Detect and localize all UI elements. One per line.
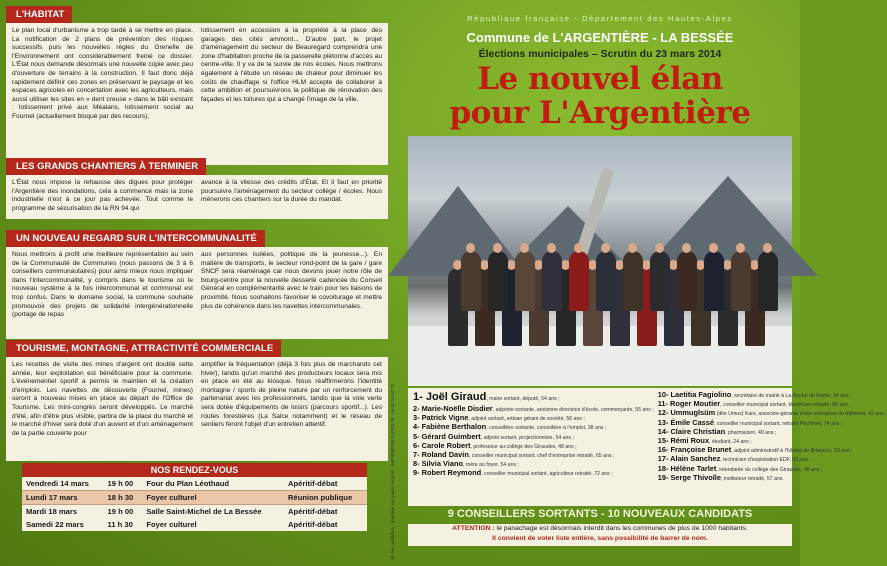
rdv-time: 19 h 00 bbox=[107, 479, 134, 488]
candidate-desc: , professeur au collège des Giraudes, 48 ans ; bbox=[470, 443, 577, 450]
candidate-name: 18- Hélène Tarlet bbox=[657, 463, 717, 473]
section-title: LES GRANDS CHANTIERS À TERMINER bbox=[6, 158, 206, 175]
group-photo bbox=[408, 136, 792, 386]
person-head bbox=[628, 243, 637, 253]
candidate-column-right bbox=[658, 391, 887, 503]
table-row bbox=[22, 505, 367, 519]
candidate-desc: , conseiller municipal sortant, retraité Péchiney, 74 ans ; bbox=[714, 420, 843, 427]
rdv-type: Apéritif-débat bbox=[288, 479, 338, 488]
title-line2: pour L'Argentière bbox=[449, 95, 751, 131]
person-figure bbox=[731, 251, 751, 311]
candidate-item bbox=[413, 391, 654, 405]
person-head bbox=[736, 243, 745, 253]
rdv-place: Foyer culturel bbox=[146, 520, 197, 529]
candidate-desc: , maire sortant, député, 54 ans ; bbox=[486, 396, 560, 402]
section-text-col2: amplifier la fréquentation (déjà 3 fois plus de marchands cet hiver), tandis qu'un marché des producteurs locaux sera mis en place en été au kiosque. Nous réaffirmerons l'identité montagne / sports de pleine nature par un renforcement du partenariat avec les professionnels, tandis que la voie verte sera dotée d'équipements de loisirs (parcours sportif...). Les routes forestières (La Salce notamment) et le réseau de sentiers feront l'objet d'un entretien attentif. bbox=[201, 361, 382, 429]
candidate-name: 19- Serge Thivolle bbox=[657, 472, 721, 482]
person-head bbox=[655, 243, 664, 253]
person-head bbox=[547, 243, 556, 253]
candidate-desc: , étudiant, 24 ans ; bbox=[709, 439, 752, 446]
print-note: Vu les candidats - Imprimé sur papier recyclé - IMPRIMERIE ALPES 05 - 04 92 53 62 73 bbox=[390, 383, 395, 560]
person-figure bbox=[623, 251, 643, 311]
rendez-vous-title: NOS RENDEZ-VOUS bbox=[22, 463, 367, 477]
candidate-name: 3- Patrick Vigne bbox=[413, 413, 469, 423]
person-head bbox=[493, 243, 502, 253]
rdv-type: Apéritif-débat bbox=[288, 507, 338, 516]
section-text-col2: avance à la vitesse des crédits d'État. Et il faut en priorité poursuivre l'aménagement du secteur collège / écoles. Nous ménerons ces chantiers sur la durée du mandat. bbox=[201, 179, 382, 204]
candidate-name: 10- Laetitia Fagiolino bbox=[657, 390, 732, 399]
candidate-desc: , mère au foyer, 54 ans ; bbox=[462, 462, 519, 469]
attention-box bbox=[408, 524, 792, 546]
rdv-date: Mardi 18 mars bbox=[26, 507, 78, 516]
candidate-desc: , pharmacien, 49 ans ; bbox=[725, 429, 777, 436]
rdv-place: Salle Saint-Michel de La Bessée bbox=[146, 507, 262, 516]
person-head bbox=[709, 243, 718, 253]
rdv-type: Réunion publique bbox=[284, 491, 367, 505]
candidate-name: 11- Roger Moutier bbox=[657, 399, 721, 409]
attention-text1: le panachage est désormais interdit dans les communes de plus de 1000 habitants. bbox=[496, 525, 748, 532]
rendez-vous-table bbox=[22, 477, 367, 531]
candidate-desc: (dite Umus) Kars, associée-gérante d'une entreprise du bâtiment, 42 ans ; bbox=[715, 411, 887, 418]
section-body bbox=[6, 357, 388, 461]
table-row bbox=[22, 477, 367, 491]
section-text-col1: Nous mettrons à profit une meilleure représentation au sein de la Communauté de Communes (nous passons de 3 à 6 conseillers communautaires) pour ainsi mieux nous impliquer dans l'intercommunalité, y compris dans le tourisme où le nouveau système à la fois intercommunal et communal est trop confus. Dans le domaine social, la commune souhaite promouvoir des projets de solidarité intergénérationnelle (portage de repas bbox=[12, 251, 193, 319]
candidate-desc: , conseiller municipal sortant, agriculteur retraité, 72 ans ; bbox=[481, 471, 613, 478]
section-title: TOURISME, MONTAGNE, ATTRACTIVITÉ COMMERCIALE bbox=[6, 340, 281, 357]
candidate-name: 17- Alain Sanchez bbox=[657, 454, 721, 464]
candidate-name: 13- Émile Cassé bbox=[657, 417, 715, 427]
candidate-name: 5- Gérard Guimbert bbox=[413, 431, 481, 441]
person-figure bbox=[677, 251, 697, 311]
candidate-name: 2- Marie-Noëlle Disdier bbox=[413, 404, 493, 413]
candidate-name: 16- Françoise Brunet bbox=[657, 445, 732, 455]
candidate-desc: , instituteur retraité, 57 ans. bbox=[720, 475, 784, 482]
sortants-banner: 9 CONSEILLERS SORTANTS - 10 NOUVEAUX CANDIDATS bbox=[447, 508, 753, 520]
attention-text2: Il convient de voter liste entière, sans possibilité de barrer de nom. bbox=[492, 535, 708, 542]
candidate-desc: , adjointe sortante, ancienne directrice d'école, commerçante, 55 ans ; bbox=[492, 407, 654, 413]
section-body bbox=[6, 247, 388, 339]
candidate-desc: , secrétaire de mairie à La Roche de Rame, 34 ans ; bbox=[731, 393, 852, 399]
table-row bbox=[22, 518, 367, 531]
commune-title: Commune de L'ARGENTIÈRE - LA BESSÉE bbox=[466, 30, 734, 45]
section-title: UN NOUVEAU REGARD SUR L'INTERCOMMUNALITÉ bbox=[6, 230, 265, 247]
person-head bbox=[574, 243, 583, 253]
section-text-col1: L'État nous impose la rehausse des digues pour protéger l'Argentière des inondations, cela a commencé mais la zone industrielle n'est à ce jour pas achevée. Tout comme le programme de sécurisation de la RN 94 qui bbox=[12, 179, 193, 212]
republique-line: République française - Département des Hautes-Alpes bbox=[467, 14, 733, 23]
rdv-place: Four du Plan Léothaud bbox=[146, 479, 230, 488]
person-figure bbox=[569, 251, 589, 311]
rendez-vous-box bbox=[22, 463, 367, 531]
candidate-desc: , adjoint sortant, projectionniste, 54 ans ; bbox=[480, 434, 574, 441]
page-title bbox=[404, 62, 796, 130]
table-row bbox=[22, 491, 367, 505]
candidate-desc: , intendante du collège des Giraudes, 48 ans ; bbox=[716, 466, 823, 473]
rdv-date: Samedi 22 mars bbox=[26, 520, 84, 529]
elections-subtitle: Élections municipales – Scrutin du 23 mars 2014 bbox=[478, 48, 722, 60]
section-text-col1: Les recettes de visite des mines d'argent ont doublé cette année, leur exploitation est bénéficiaire pour la commune. L'événementiel sportif a permis le maintien et la création d'emplois. Les navettes de découverte (Fournel, mines) seront à nouveau mises en place au départ de l'Office de Tourisme. Les mini-congrès seront développés. Le marché d'été, afin d'être plus visible, partira de la place du marché et le marché d'hiver sera doté d'un auvent et d'un aménagement de la partie couverte pour bbox=[12, 361, 193, 437]
candidate-desc: , technicien d'exploitation EDF, 53 ans ; bbox=[720, 457, 811, 464]
person-figure bbox=[758, 251, 778, 311]
section-body bbox=[6, 175, 388, 219]
person-figure bbox=[650, 251, 670, 311]
person-figure bbox=[515, 251, 535, 311]
title-line1: Le nouvel élan bbox=[477, 61, 723, 97]
candidate-item bbox=[658, 474, 887, 483]
rdv-time: 18 h 30 bbox=[104, 491, 143, 505]
section-body bbox=[6, 23, 388, 165]
rdv-place: Foyer culturel bbox=[142, 491, 284, 505]
rdv-time: 11 h 30 bbox=[107, 520, 133, 529]
candidate-desc: , adjoint sortant, artisan gérant de société, 56 ans ; bbox=[468, 416, 585, 423]
attention-line1 bbox=[408, 524, 792, 534]
rdv-date: Lundi 17 mars bbox=[22, 491, 104, 505]
candidate-name: 6- Carole Robert bbox=[413, 440, 471, 450]
right-column bbox=[404, 0, 887, 566]
person-head bbox=[520, 243, 529, 253]
candidate-name: 1- Joël Giraud bbox=[413, 391, 487, 403]
attention-label: ATTENTION : bbox=[452, 525, 495, 532]
candidate-name: 4- Fabiène Berthalon bbox=[413, 422, 487, 432]
section-habitat bbox=[6, 4, 388, 165]
rdv-time: 19 h 00 bbox=[107, 507, 134, 516]
person-head bbox=[466, 243, 475, 253]
candidate-desc: , adjoint administratif à l'hôpital de Briançon, 53 ans ; bbox=[731, 448, 853, 455]
candidate-item bbox=[413, 469, 654, 478]
person-figure bbox=[542, 251, 562, 311]
candidate-name: 14- Claire Christian bbox=[657, 426, 726, 436]
candidate-name: 8- Silvia Viano bbox=[413, 459, 463, 469]
section-tourisme bbox=[6, 338, 388, 461]
candidate-desc: , conseiller municipal sortant, électricien retraité, 68 ans ; bbox=[720, 402, 851, 409]
candidate-desc: , conseiller municipal sortant, chef d'entreprise retraité, 65 ans ; bbox=[468, 453, 615, 460]
section-title: L'HABITAT bbox=[6, 6, 72, 23]
section-text-col2: aux personnes isolées, politique de la jeunesse...). En matière de transports, le secteur rond-point de la gare / gare SNCF sera réaménagé car nous devons jouer notre rôle de bourg-centre pour la nouvelle desserte cadencée du Conseil Général en complémentarité avec le train pour les liaisons de proximité. Nous souhaitons favoriser le covoiturage et mettre plus de cohérence dans les navettes intercommunales. bbox=[201, 251, 382, 310]
person-figure bbox=[461, 251, 481, 311]
section-text-col1: Le plan local d'urbanisme a trop tardé à se mettre en place. La notification de 2 plans de prévention des risques successifs puis les nouvelles règles du Grenelle de l'Environnement ont considérablement freiné ce dossier. L'État nous demande désormais une nouvelle copie avec peu d'ouverture de terrains à la construction. Il faut donc déjà rapidement définir ces zones en préservant le paysage et les espaces agricoles en concertation avec les agriculteurs, mais aussi utiliser les sites en « dent creuse » dans le bâti existant : lotissement privé aux Méalans, lotissement social au Fournel (actuellement bloqué par des recours), bbox=[12, 27, 193, 120]
section-intercommunalite bbox=[6, 228, 388, 339]
candidate-name: 7- Roland Davin bbox=[413, 450, 469, 460]
section-text-col2: lotissement en accession à la propriété à la place des garages des cités ammont... D'autre part, le projet d'aménagement du secteur de Beauregard comprendra une zone d'habitation proche de la passerelle piétonne d'accès au centre-ville. Il y va de la survie de nos écoles. Nous mettrons également à l'étude un réseau de chaleur pour diminuer les coûts de chauffage si l'office HLM accepte de collaborer à cette ambition et poursuivrons la politique de rénovation des façades et les toitures qui a changé l'image de la ville. bbox=[201, 27, 382, 103]
person-head bbox=[682, 243, 691, 253]
rdv-date: Vendredi 14 mars bbox=[26, 479, 89, 488]
rdv-type: Apéritif-débat bbox=[288, 520, 338, 529]
section-chantiers bbox=[6, 156, 388, 219]
person-figure bbox=[704, 251, 724, 311]
person-figure bbox=[488, 251, 508, 311]
candidate-name: 9- Robert Reymond bbox=[413, 468, 482, 478]
candidate-list bbox=[408, 388, 887, 506]
person-figure bbox=[596, 251, 616, 311]
candidate-desc: , conseillère sortante, conseillère à l'emploi, 38 ans ; bbox=[486, 425, 607, 432]
candidate-column-left bbox=[413, 391, 654, 503]
person-head bbox=[763, 243, 772, 253]
candidate-name: 15- Rémi Roux bbox=[657, 436, 710, 446]
person-head bbox=[601, 243, 610, 253]
candidate-name: 12- Ummuglsüm bbox=[657, 408, 716, 418]
